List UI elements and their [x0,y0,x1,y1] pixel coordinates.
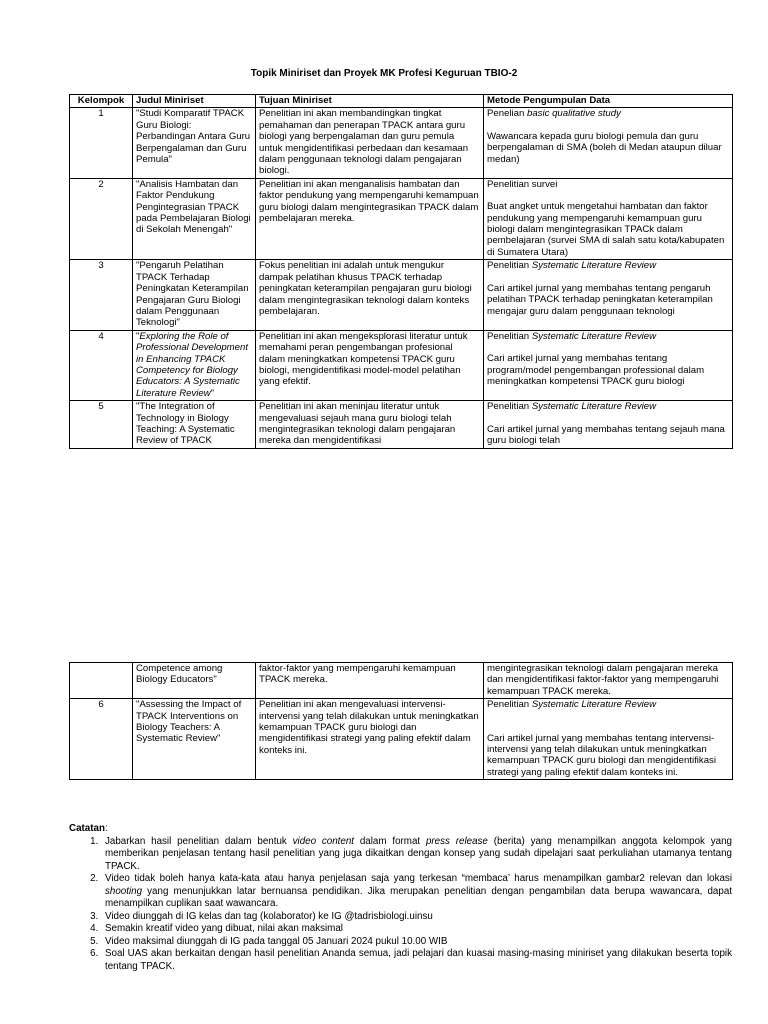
metode-type-em: Systematic Literature Review [531,699,657,711]
notes-list [69,836,732,974]
header-kelompok: Kelompok [70,95,133,108]
note-item [101,836,732,874]
note-item: 5. Video maksimal diunggah di IG pada tanggal 05 Januari 2024 pukul 10.00 WIB [101,936,732,949]
notes-section [69,823,732,973]
kelompok-cell [70,663,133,699]
judul-cell: "Assessing the Impact of TPACK Interventions on Biology Teachers: A Systematic Review" [133,699,256,780]
table-row [70,108,733,178]
judul-cell: "Pengaruh Pelatihan TPACK Terhadap Peningkatan Keterampilan Pengajaran Guru Biologi dalam Penggunaan Teknologi" [133,260,256,330]
kelompok-cell: 6 [70,699,133,780]
metode-detail: Cari artikel jurnal yang membahas tentang program/model pengembangan professional dalam meningkatkan kompetensi TPACK guru biologi [487,353,705,387]
note-item: 3. Video diunggah di IG kelas dan tag (kolaborator) ke IG @tadrisbiologi.uinsu [101,911,732,924]
metode-cell [484,108,733,178]
notes-heading [69,823,732,836]
metode-detail: Cari artikel jurnal yang membahas tentang sejauh mana guru biologi telah [487,423,725,446]
kelompok-cell: 5 [70,401,133,449]
tujuan-cell: Penelitian ini akan mengeksplorasi literatur untuk memahami peran pengembangan profesional dalam meningkatkan kompetensi TPACK guru biologi, mengidentifikasi model-model pelatihan yang efektif. [256,330,484,400]
metode-type: Penelian [487,108,528,120]
table-row [70,401,733,449]
kelompok-cell: 4 [70,330,133,400]
miniriset-table [69,94,733,449]
header-judul: Judul Miniriset [133,95,256,108]
metode-cell [484,330,733,400]
table-row [70,699,733,780]
metode-type-em: Systematic Literature Review [531,260,657,272]
tujuan-cell: Penelitian ini akan meninjau literatur untuk mengevaluasi sejauh mana guru biologi telah mengintegrasikan teknologi dalam pengajaran mereka dan mengidentifikasi [256,401,484,449]
metode-cell [484,178,733,259]
note-item: 6. Soal UAS akan berkaitan dengan hasil penelitian Ananda semua, jadi pelajari dan kuasai masing-masing miniriset yang dilakukan beserta topik tentang TPACK. [101,948,732,973]
miniriset-table-continued [69,662,733,780]
note-item: 4. Semakin kreatif video yang dibuat, nilai akan maksimal [101,923,732,936]
kelompok-cell: 3 [70,260,133,330]
tujuan-cell: Penelitian ini akan mengevaluasi intervensi-intervensi yang telah dilakukan untuk meningkatkan kemampuan TPACK guru biologi dan mengidentifikasi strategi yang paling efektif dalam konteks ini. [256,699,484,780]
metode-type: Penelitian survei [487,178,558,190]
note-text: Jabarkan hasil penelitian dalam bentuk [105,835,293,847]
judul-cell [133,330,256,400]
tujuan-cell: faktor-faktor yang mempengaruhi kemampuan TPACK mereka. [256,663,484,699]
metode-cell [484,260,733,330]
note-em: video content [292,835,355,847]
judul-quote-open: " [136,330,140,342]
metode-type-em: basic qualitative study [527,108,621,120]
table-row [70,178,733,259]
table-row [70,260,733,330]
judul-cell: Competence among Biology Educators" [133,663,256,699]
metode-cell [484,401,733,449]
note-text: yang menunjukkan latar bernuansa pendidikan. Jika merupakan penelitian dengan pengambilan data berupa wawancara, dapat menampilkan cuplikan saat wawancara. [105,885,732,909]
document-title: Topik Miniriset dan Proyek MK Profesi Keguruan TBIO-2 [250,68,518,79]
metode-detail: Cari artikel jurnal yang membahas tentang pengaruh pelatihan TPACK terhadap peningkatan keterampilan mengajar guru dalam penggunaan teknologi [487,282,713,317]
metode-type: Penelitian [487,401,532,413]
metode-type: Penelitian [487,330,532,342]
metode-detail: Buat angket untuk mengetahui hambatan dan faktor pendukung yang mempengaruhi kemampuan guru biologi dalam mengintegrasikan TPACk dalam pembelajaran (survei SMA di salah satu kota/kabupaten di Sumatera Utara) [487,201,725,258]
judul-cell: "Studi Komparatif TPACK Guru Biologi: Perbandingan Antara Guru Berpengalaman dan Guru Pemula" [133,108,256,178]
metode-type-em: Systematic Literature Review [531,330,657,342]
metode-type: Penelitian [487,699,532,711]
note-text: Video tidak boleh hanya kata-kata atau hanya penjelasan saja yang terkesan “membaca’ harus menampilkan gambar2 relevan dan lokasi [105,873,732,884]
notes-heading-colon: : [104,823,108,834]
tujuan-cell: Fokus penelitian ini adalah untuk mengukur dampak pelatihan khusus TPACK terhadap peningkatan keterampilan pengajaran guru biologi dalam mengintegrasikan teknologi dalam konteks pembelajaran. [256,260,484,330]
notes-heading-text: Catatan [69,823,105,834]
header-tujuan: Tujuan Miniriset [256,95,484,108]
judul-quote-close: " [210,387,215,399]
metode-cell: mengintegrasikan teknologi dalam pengajaran mereka dan mengidentifikasi faktor-faktor yang mempengaruhi kemampuan TPACK mereka. [484,663,733,699]
note-text: dalam format [354,835,426,847]
note-em: press release [425,835,488,847]
metode-cell [484,699,733,780]
note-em: shooting [105,885,143,897]
metode-type-em: Systematic Literature Review [531,401,657,413]
tujuan-cell: Penelitian ini akan membandingkan tingkat pemahaman dan penerapan TPACK antara guru biologi yang berpengalaman dan guru pemula untuk mengidentifikasi perbedaan dan kesamaan dalam penggunaan teknologi dalam pengajaran biologi. [256,108,484,178]
tujuan-cell: Penelitian ini akan menganalisis hambatan dan faktor pendukung yang mempengaruhi kemampuan guru biologi dalam mengintegrasikan TPACK dalam pembelajaran mereka. [256,178,484,259]
note-item [101,873,732,911]
note-text: (berita) yang menampilkan anggota kelompok yang memberikan penjelasan tentang hasil penelitian yang juga dikaitkan dengan konsep yang sudah dipelajari saat perkuliahan utamanya tentang TPACK. [105,835,732,872]
metode-detail: Wawancara kepada guru biologi pemula dan guru berpengalaman di SMA (boleh di Medan ataupun diluar medan) [487,130,722,165]
judul-cell: "The Integration of Technology in Biology Teaching: A Systematic Review of TPACK [133,401,256,449]
table-row [70,663,733,699]
judul-em: Exploring the Role of Professional Development in Enhancing TPACK Competency for Biology Educators: A Systematic Literature Review [136,330,248,399]
kelompok-cell: 1 [70,108,133,178]
header-metode: Metode Pengumpulan Data [484,95,733,108]
kelompok-cell: 2 [70,178,133,259]
judul-cell: "Analisis Hambatan dan Faktor Pendukung Pengintegrasian TPACK pada Pembelajaran Biologi di Sekolah Menengah" [133,178,256,259]
metode-type: Penelitian [487,260,532,272]
metode-detail: Cari artikel jurnal yang membahas tentang intervensi-intervensi yang telah dilakukan untuk meningkatkan kemampuan TPACK guru biologi dan mengidentifikasi strategi yang paling efektif dalam konteks ini. [487,732,716,778]
table-row [70,330,733,400]
table-header-row [70,95,733,108]
